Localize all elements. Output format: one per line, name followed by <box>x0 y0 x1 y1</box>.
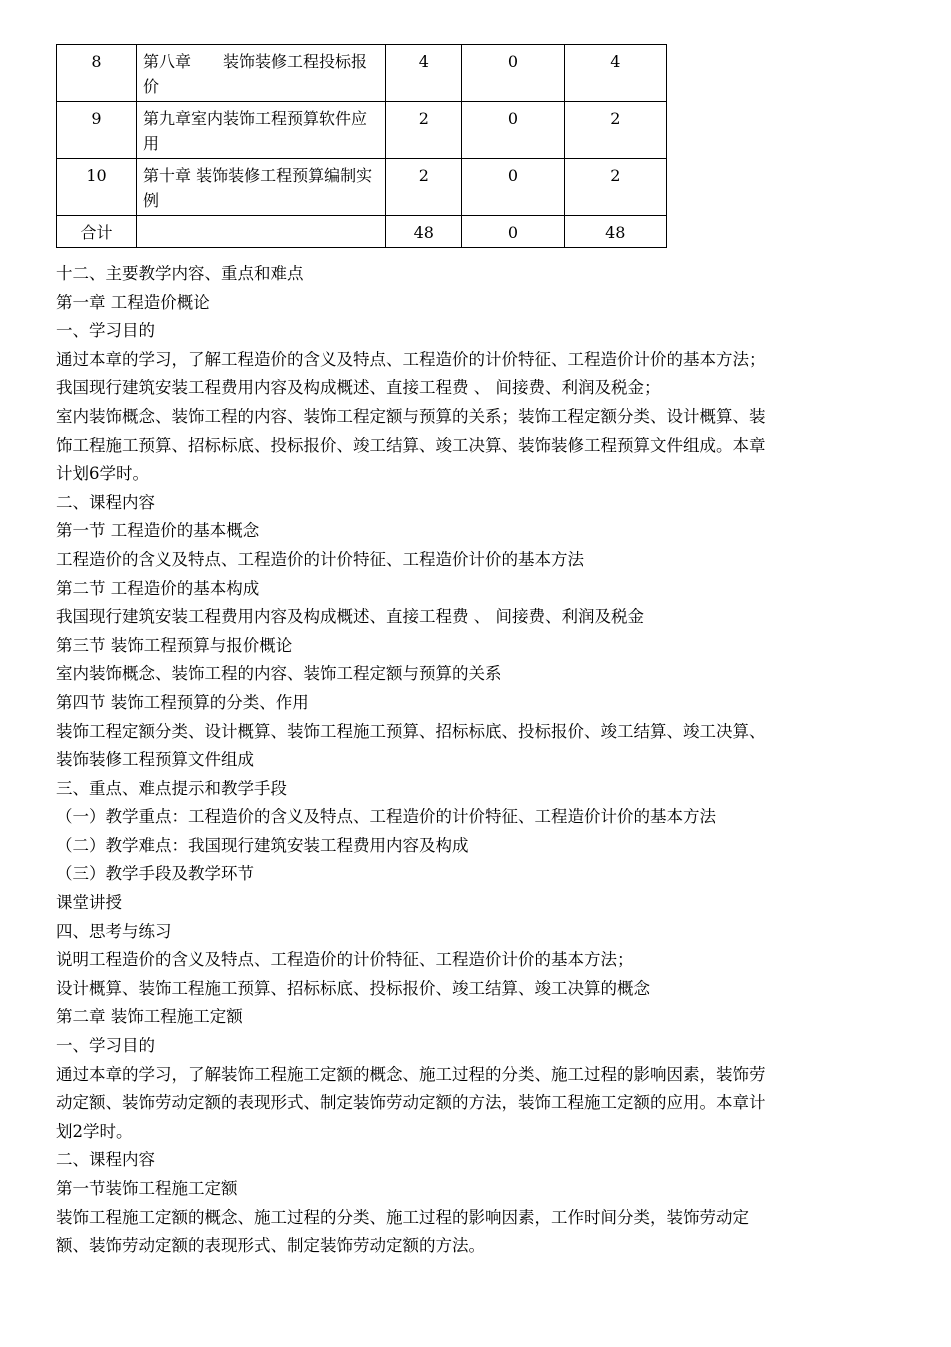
text-line: 三、重点、难点提示和教学手段 <box>56 778 287 798</box>
body-text <box>56 260 896 1261</box>
table-cell-no: 10 <box>57 159 137 216</box>
table-cell-no: 9 <box>57 102 137 159</box>
text-line: 课堂讲授 <box>56 893 122 913</box>
text-line: 室内装饰概念、装饰工程的内容、装饰工程定额与预算的关系；装饰工程定额分类、设计概算、装 <box>56 406 766 426</box>
text-line: 一、学习目的 <box>56 321 155 341</box>
table-cell-chapter: 第十章 装饰装修工程预算编制实例 <box>137 159 386 216</box>
text-line: 计划6学时。 <box>56 464 149 484</box>
table-cell-chapter <box>137 216 386 248</box>
text-line: 饰工程施工预算、招标标底、投标报价、竣工结算、竣工决算、装饰装修工程预算文件组成。本章 <box>56 435 766 455</box>
table-cell-no: 合计 <box>57 216 137 248</box>
text-line: （一）教学重点：工程造价的含义及特点、工程造价的计价特征、工程造价计价的基本方法 <box>56 807 716 827</box>
table-cell-no: 8 <box>57 45 137 102</box>
table-cell-b: 0 <box>462 102 564 159</box>
text-line: 装饰装修工程预算文件组成 <box>56 750 254 770</box>
text-line: 装饰工程定额分类、设计概算、装饰工程施工预算、招标标底、投标报价、竣工结算、竣工决算、 <box>56 721 766 741</box>
text-line: 第二节 工程造价的基本构成 <box>56 578 260 598</box>
text-line: 我国现行建筑安装工程费用内容及构成概述、直接工程费 、 间接费、利润及税金； <box>56 378 661 398</box>
hours-table <box>56 44 667 248</box>
text-line: 二、课程内容 <box>56 1150 155 1170</box>
text-line: 第二章 装饰工程施工定额 <box>56 1007 243 1027</box>
table-cell-c: 4 <box>564 45 666 102</box>
text-line: 第三节 装饰工程预算与报价概论 <box>56 635 293 655</box>
text-line: （二）教学难点：我国现行建筑安装工程费用内容及构成 <box>56 835 469 855</box>
text-line: 十二、主要教学内容、重点和难点 <box>56 264 304 283</box>
text-line: 通过本章的学习，了解装饰工程施工定额的概念、施工过程的分类、施工过程的影响因素，装饰劳 <box>56 1064 766 1084</box>
table-row <box>57 159 667 216</box>
text-line: 四、思考与练习 <box>56 921 172 941</box>
table-cell-b: 0 <box>462 45 564 102</box>
text-line: 我国现行建筑安装工程费用内容及构成概述、直接工程费 、 间接费、利润及税金 <box>56 607 644 627</box>
text-line: 第四节 装饰工程预算的分类、作用 <box>56 692 309 712</box>
table-row <box>57 216 667 248</box>
table-cell-a: 2 <box>386 159 462 216</box>
document-page <box>56 44 896 1261</box>
table-cell-chapter: 第九章室内装饰工程预算软件应用 <box>137 102 386 159</box>
text-line: 设计概算、装饰工程施工预算、招标标底、投标报价、竣工结算、竣工决算的概念 <box>56 978 650 998</box>
table-cell-a: 2 <box>386 102 462 159</box>
table-cell-b: 0 <box>462 216 564 248</box>
text-line: （三）教学手段及教学环节 <box>56 864 254 884</box>
table-cell-a: 48 <box>386 216 462 248</box>
text-line: 一、学习目的 <box>56 1036 155 1056</box>
table-cell-b: 0 <box>462 159 564 216</box>
text-line: 说明工程造价的含义及特点、工程造价的计价特征、工程造价计价的基本方法； <box>56 950 634 970</box>
table-row <box>57 102 667 159</box>
text-line: 第一章 工程造价概论 <box>56 292 210 312</box>
table-cell-a: 4 <box>386 45 462 102</box>
text-line: 第一节装饰工程施工定额 <box>56 1179 238 1198</box>
table-cell-c: 48 <box>564 216 666 248</box>
table-row <box>57 45 667 102</box>
table-cell-c: 2 <box>564 159 666 216</box>
text-line: 动定额、装饰劳动定额的表现形式、制定装饰劳动定额的方法，装饰工程施工定额的应用。本章计 <box>56 1093 766 1113</box>
text-line: 通过本章的学习，了解工程造价的含义及特点、工程造价的计价特征、工程造价计价的基本方法； <box>56 349 766 369</box>
table-cell-chapter: 第八章 装饰装修工程投标报价 <box>137 45 386 102</box>
text-line: 第一节 工程造价的基本概念 <box>56 521 260 541</box>
table-cell-c: 2 <box>564 102 666 159</box>
text-line: 二、课程内容 <box>56 492 155 512</box>
text-line: 工程造价的含义及特点、工程造价的计价特征、工程造价计价的基本方法 <box>56 549 584 569</box>
text-line: 装饰工程施工定额的概念、施工过程的分类、施工过程的影响因素，工作时间分类，装饰劳动定 <box>56 1207 749 1227</box>
text-line: 额、装饰劳动定额的表现形式、制定装饰劳动定额的方法。 <box>56 1236 485 1256</box>
text-line: 划2学时。 <box>56 1121 133 1141</box>
text-line: 室内装饰概念、装饰工程的内容、装饰工程定额与预算的关系 <box>56 664 502 684</box>
